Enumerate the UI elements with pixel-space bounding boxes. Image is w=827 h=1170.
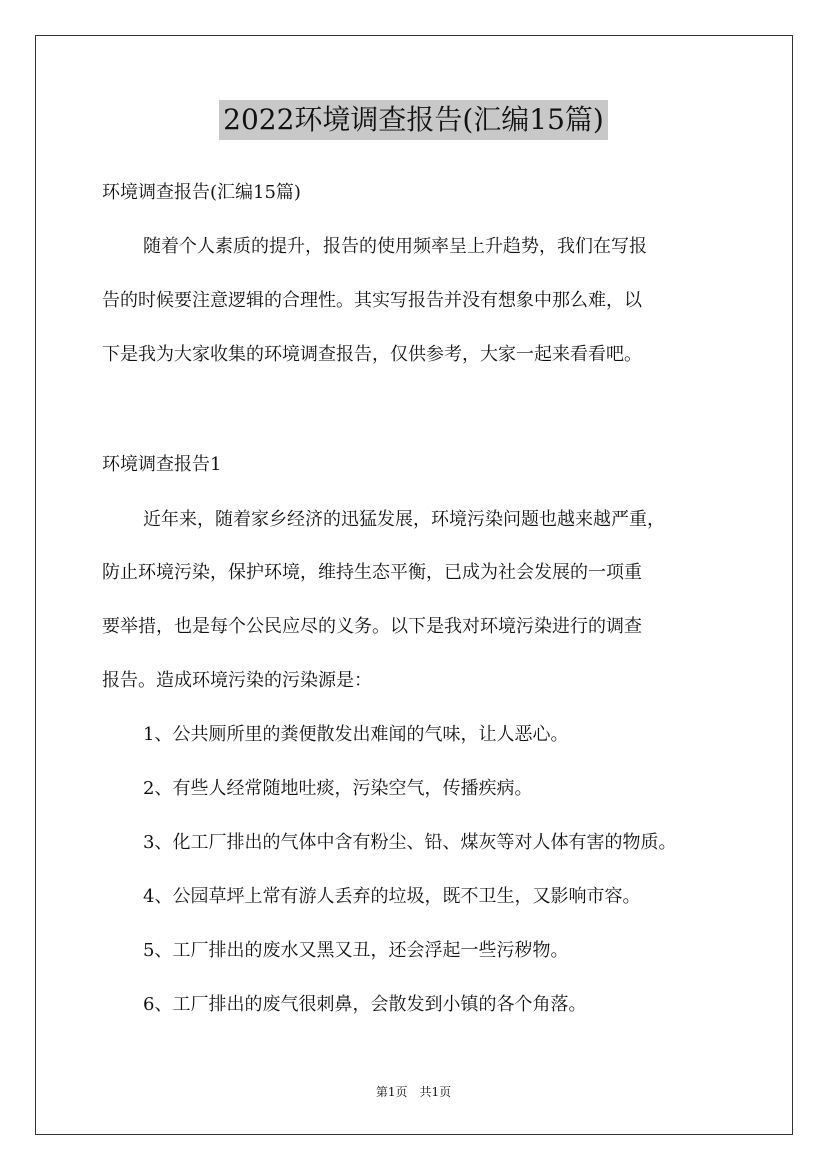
list-item: 5、工厂排出的废水又黑又丑，还会浮起一些污秽物。 [143,940,569,961]
list-item: 1、公共厕所里的粪便散发出难闻的气味，让人恶心。 [143,724,569,745]
document-title: 2022环境调查报告(汇编15篇) [219,100,608,140]
section-heading: 环境调查报告1 [102,454,222,475]
body-line: 要举措，也是每个公民应尽的义务。以下是我对环境污染进行的调查 [102,616,642,637]
document-subtitle: 环境调查报告(汇编15篇) [102,182,301,203]
list-item: 4、公园草坪上常有游人丢弃的垃圾，既不卫生，又影响市容。 [143,886,641,907]
intro-line: 告的时候要注意逻辑的合理性。其实写报告并没有想象中那么难，以 [102,290,642,311]
intro-line: 下是我为大家收集的环境调查报告，仅供参考，大家一起来看看吧。 [102,344,642,365]
body-line: 防止环境污染，保护环境，维持生态平衡，已成为社会发展的一项重 [102,562,642,583]
body-line: 近年来，随着家乡经济的迅猛发展，环境污染问题也越来越严重， [143,509,665,530]
list-item: 6、工厂排出的废气很刺鼻，会散发到小镇的各个角落。 [143,994,587,1015]
intro-line: 随着个人素质的提升，报告的使用频率呈上升趋势，我们在写报 [143,236,647,257]
list-item: 2、有些人经常随地吐痰，污染空气，传播疾病。 [143,778,533,799]
title-container [0,100,827,140]
list-item: 3、化工厂排出的气体中含有粉尘、铅、煤灰等对人体有害的物质。 [143,832,677,853]
body-line: 报告。造成环境污染的污染源是： [102,670,372,691]
page-number: 第1页 共1页 [375,1085,452,1099]
